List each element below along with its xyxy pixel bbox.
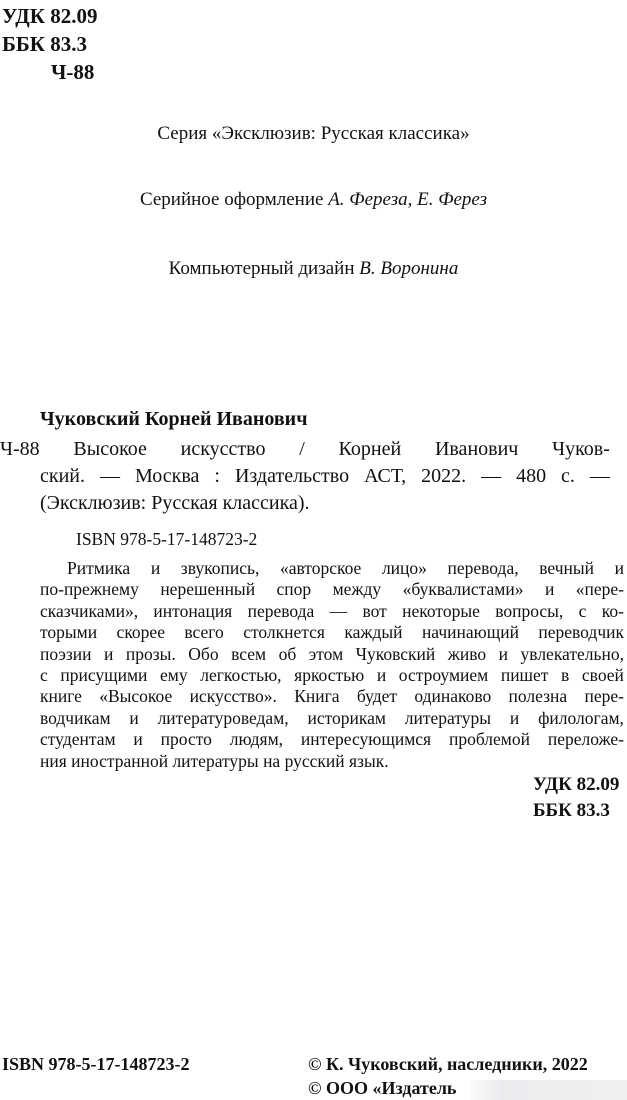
record-line-3: (Эксклюзив: Русская классика).	[40, 492, 310, 514]
computer-design-name: В. Воронина	[359, 258, 459, 279]
annotation-line: сказчиками», интонация перевода — вот некоторые вопросы, с ко-	[40, 600, 624, 621]
blurred-overlay	[470, 1080, 627, 1100]
series-line: Серия «Эксклюзив: Русская классика»	[157, 123, 470, 144]
author-heading: Чуковский Корней Иванович	[40, 408, 308, 430]
annotation-line: ния иностранной литературы на русский язык.	[40, 750, 389, 771]
annotation-line: поэзии и прозы. Обо всем об этом Чуковский живо и увлекательно,	[40, 643, 624, 664]
computer-design-label: Компьютерный дизайн	[168, 258, 355, 279]
author-mark: Ч-88	[51, 60, 95, 84]
design-credit	[0, 188, 627, 212]
copyright-heirs: © К. Чуковский, наследники, 2022	[308, 1054, 588, 1074]
design-names: А. Фереза, Е. Ферез	[328, 189, 488, 210]
annotation-line: с присущими ему легкостью, яркостью и остроумием пишет в своей	[40, 665, 624, 686]
annotation-line: водчикам и литературоведам, историкам литературы и филологам,	[40, 707, 624, 728]
bibliographic-record	[0, 436, 610, 517]
udk-code: УДК 82.09	[2, 4, 98, 28]
annotation-line: по-прежнему нерешенный спор между «буквалистами» и «пере-	[40, 579, 624, 600]
footer-bbk-code: ББК 83.3	[533, 800, 610, 821]
record-line-1: Ч-88 Высокое искусство / Корней Иванович Чуков-	[0, 438, 610, 460]
computer-design-credit	[0, 257, 627, 281]
footer-udk-code: УДК 82.09	[533, 774, 620, 795]
bbk-code: ББК 83.3	[2, 32, 87, 56]
annotation	[40, 558, 624, 772]
record-isbn: ISBN 978-5-17-148723-2	[76, 529, 258, 549]
annotation-line: книге «Высокое искусство». Книга будет одинаково полезна пере-	[40, 686, 624, 707]
design-label: Серийное оформление	[139, 189, 324, 210]
record-line-2: ский. — Москва : Издательство АСТ, 2022. — 480 с. —	[40, 465, 610, 487]
annotation-line: Ритмика и звукопись, «авторское лицо» перевода, вечный и	[67, 558, 624, 578]
bottom-isbn: ISBN 978-5-17-148723-2	[2, 1054, 190, 1074]
copyright-publisher: © ООО «Издатель	[308, 1078, 457, 1098]
annotation-line: торыми скорее всего столкнется каждый начинающий переводчик	[40, 622, 624, 643]
annotation-line: студентам и просто людям, интересующимся проблемой переложе-	[40, 729, 624, 750]
